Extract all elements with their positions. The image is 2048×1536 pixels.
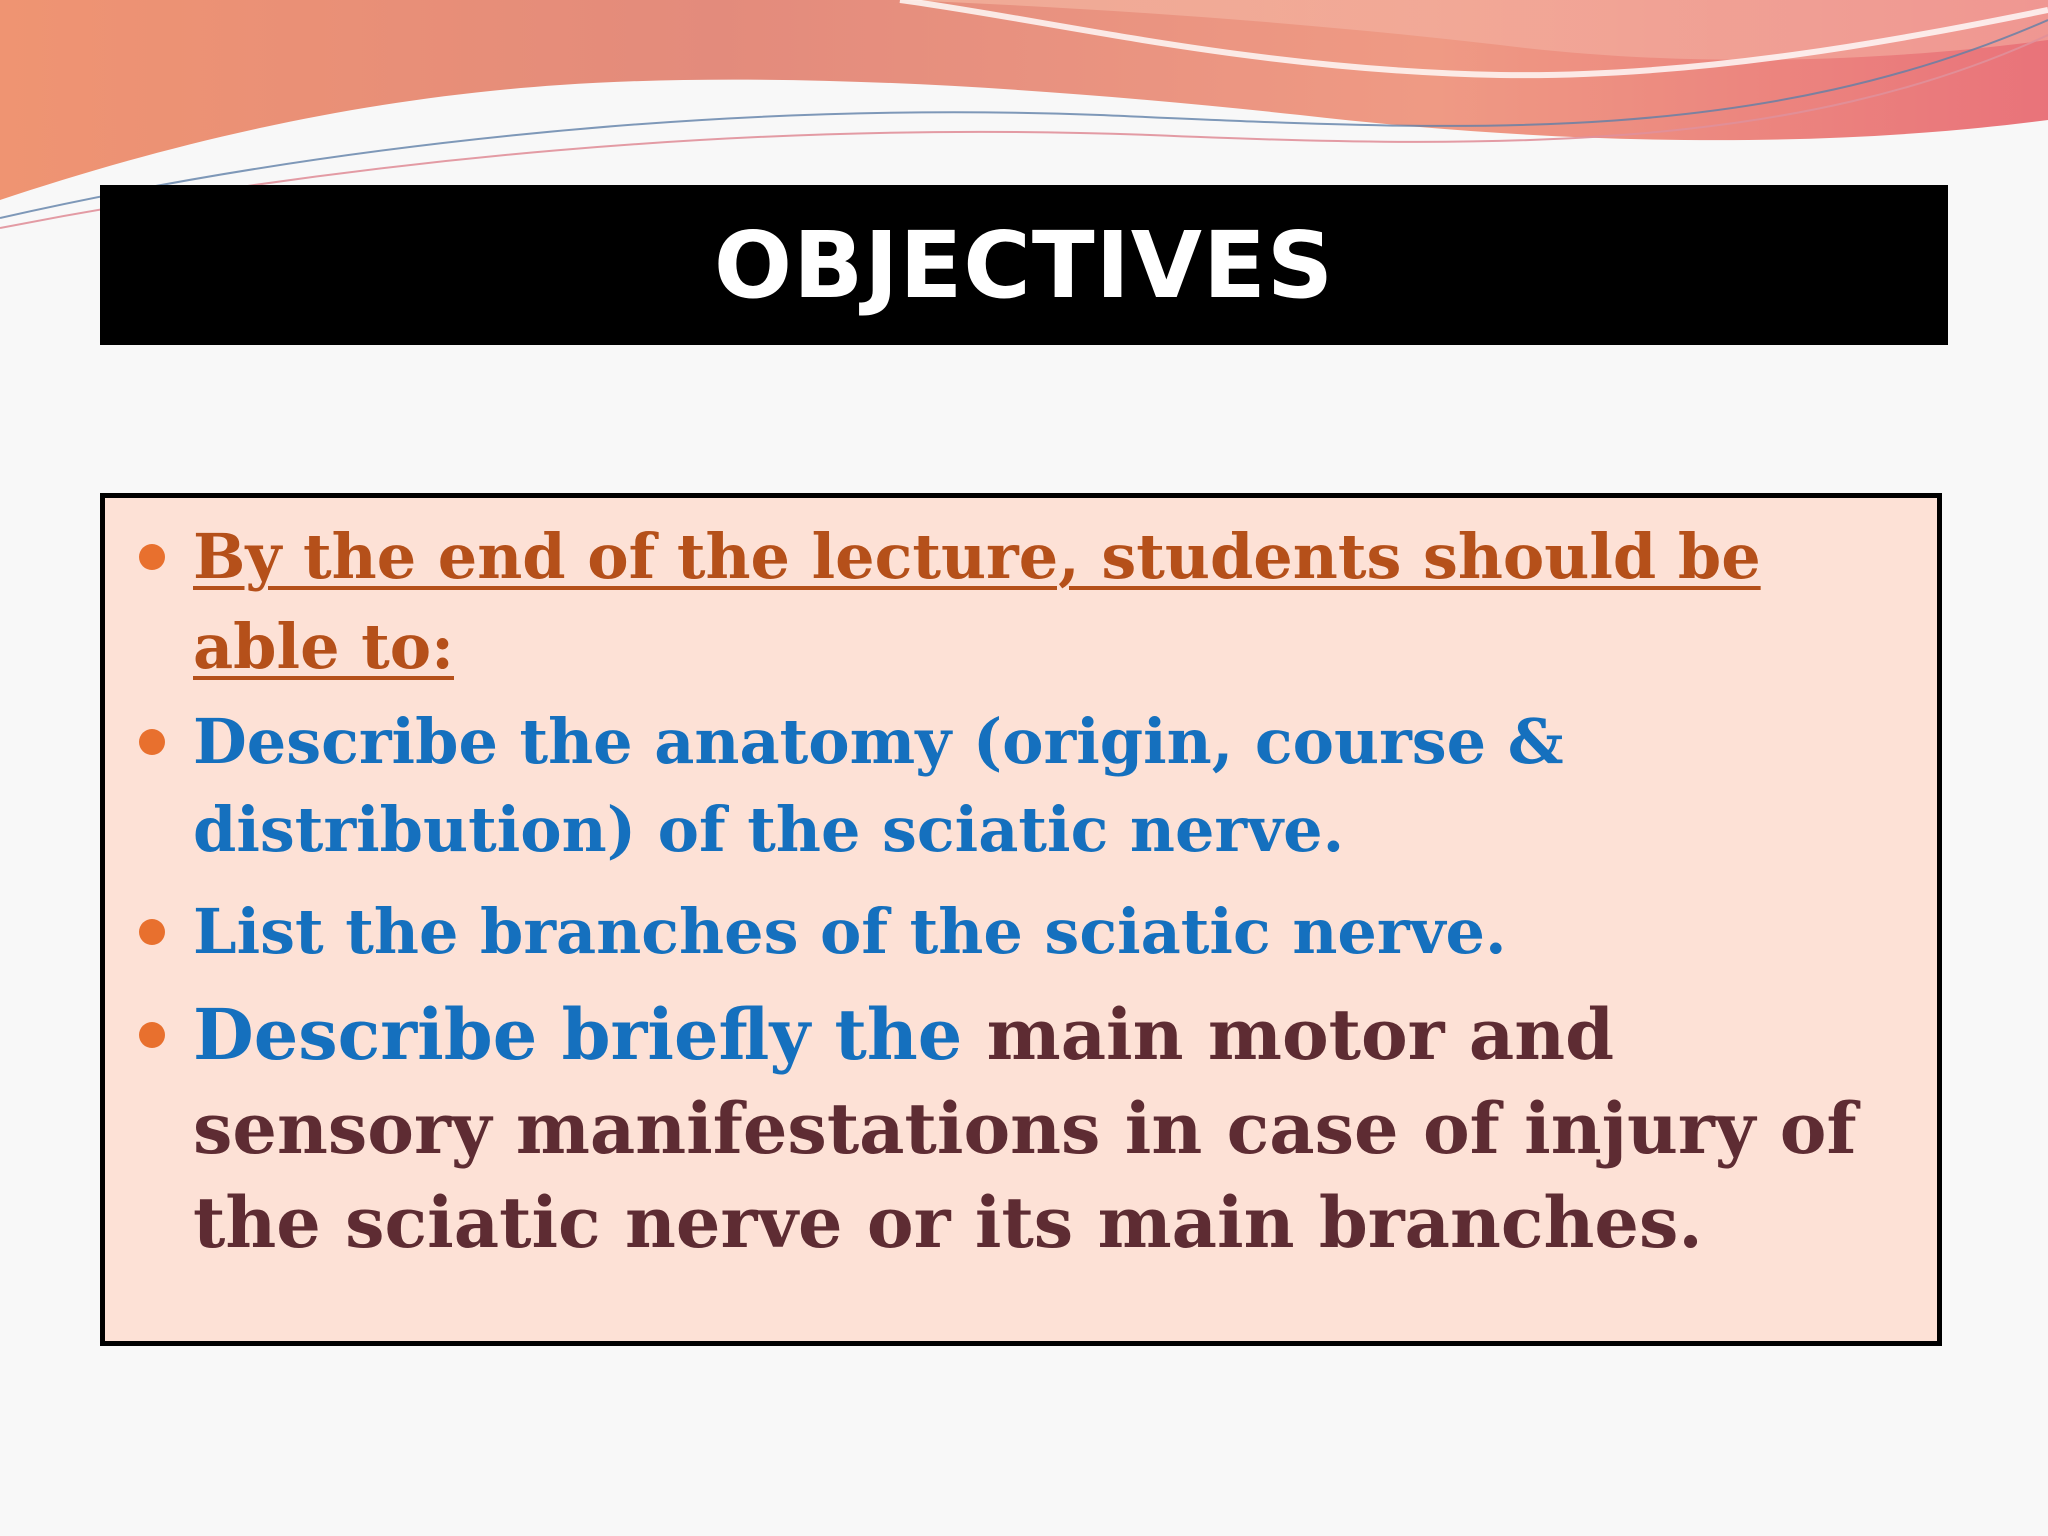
manifestations-highlight-text: Describe briefly the — [193, 993, 987, 1076]
list-item-intro — [135, 512, 1897, 692]
objectives-box — [100, 493, 1942, 1346]
list-item-branches — [135, 888, 1897, 976]
bullet-dot-icon — [139, 729, 165, 755]
intro-text: By the end of the lecture, students should be able to: — [193, 520, 1761, 683]
bullet-dot-icon — [139, 1022, 165, 1048]
bullet-dot-icon — [139, 544, 165, 570]
objectives-list — [135, 512, 1897, 1270]
title-bar — [100, 185, 1948, 345]
slide-title: OBJECTIVES — [713, 211, 1335, 319]
list-item-manifestations — [135, 988, 1897, 1270]
anatomy-text: Describe the anatomy (origin, course & distribution) of the sciatic nerve. — [193, 705, 1564, 866]
bullet-dot-icon — [139, 919, 165, 945]
branches-text: List the branches of the sciatic nerve. — [193, 895, 1507, 968]
manifestations-text: main motor and sensory manifestations in case of injury of the sciatic nerve or its main branches. — [193, 993, 1857, 1264]
list-item-anatomy — [135, 698, 1897, 874]
